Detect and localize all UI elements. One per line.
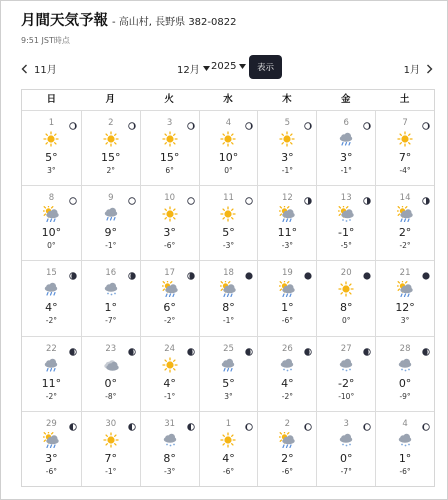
day-number: 24 — [164, 343, 176, 354]
high-temp: 0° — [339, 451, 353, 465]
weather-rain-icon — [43, 281, 59, 297]
high-temp: 1° — [104, 301, 118, 315]
high-temp: 6° — [163, 301, 176, 315]
weather-partly-rain-icon — [397, 206, 413, 222]
day-cell[interactable] — [316, 110, 375, 185]
weather-sunny-icon — [220, 432, 236, 448]
low-temp: -6° — [281, 316, 293, 326]
weather-rain-icon — [103, 206, 119, 222]
chevron-left-icon — [21, 64, 28, 74]
day-cell[interactable] — [257, 110, 316, 185]
day-number: 14 — [399, 193, 411, 204]
high-temp: 2° — [281, 451, 294, 465]
weekday-label: 月 — [105, 94, 116, 105]
month-select-value: 12月 — [177, 65, 200, 76]
day-cell[interactable] — [199, 260, 258, 335]
day-cell[interactable] — [199, 411, 258, 486]
high-temp: 3° — [45, 451, 58, 465]
day-cell[interactable] — [316, 336, 375, 411]
low-temp: -9° — [399, 391, 411, 401]
day-number: 5 — [284, 118, 291, 128]
high-temp: -1° — [337, 226, 355, 240]
weather-sunny-icon — [279, 131, 295, 147]
page-title: 月間天気予報 — [21, 13, 108, 29]
weather-sunny-icon — [103, 131, 119, 147]
day-cell[interactable] — [257, 411, 316, 486]
weekday-label: 火 — [164, 94, 174, 105]
high-temp: 5° — [222, 226, 235, 240]
month-navigation — [21, 55, 433, 81]
weather-partly-rain-icon — [279, 206, 295, 222]
weekday-label: 土 — [399, 94, 410, 105]
weather-sunny-icon — [162, 357, 178, 373]
weather-sunny-icon — [397, 131, 413, 147]
day-cell[interactable] — [257, 260, 316, 335]
day-cell[interactable] — [81, 336, 140, 411]
low-temp: 3° — [47, 166, 56, 175]
day-cell[interactable] — [81, 411, 140, 486]
low-temp: 0° — [341, 316, 351, 326]
title-row — [21, 9, 236, 30]
high-temp: 10° — [218, 151, 239, 164]
weather-partly-rain-icon — [43, 206, 59, 222]
high-temp: 11° — [277, 226, 298, 240]
day-cell[interactable] — [199, 336, 258, 411]
weather-sunny-icon — [162, 131, 178, 147]
high-temp: 4° — [222, 451, 235, 465]
weather-partly-rain-icon — [397, 281, 413, 297]
day-cell[interactable] — [375, 336, 434, 411]
high-temp: 5° — [222, 376, 235, 390]
day-number: 7 — [402, 118, 408, 128]
day-number: 9 — [108, 193, 114, 204]
day-number: 3 — [343, 418, 349, 429]
low-temp: -3° — [164, 466, 176, 476]
day-number: 11 — [223, 193, 234, 204]
weather-rain-icon — [338, 131, 354, 147]
day-number: 1 — [48, 118, 55, 128]
chevron-right-icon — [426, 64, 433, 74]
low-temp: -1° — [105, 466, 117, 476]
day-number: 19 — [281, 268, 293, 279]
weather-sunny-icon — [43, 131, 59, 147]
high-temp: 15° — [159, 151, 180, 164]
day-number: 29 — [46, 418, 57, 429]
day-cell[interactable] — [140, 185, 199, 260]
high-temp: 11° — [41, 376, 62, 390]
day-number: 25 — [223, 343, 234, 354]
day-number: 16 — [105, 268, 117, 279]
page-header — [21, 9, 236, 46]
high-temp: 2° — [398, 226, 412, 240]
weather-snow-icon — [103, 281, 119, 297]
day-number: 21 — [399, 268, 411, 279]
weekday-label: 水 — [223, 94, 233, 105]
show-button[interactable]: 表示 — [249, 55, 282, 79]
day-number: 26 — [281, 343, 293, 354]
weather-sunny-icon — [220, 131, 236, 147]
next-month-link[interactable] — [404, 61, 433, 76]
day-cell[interactable] — [316, 185, 375, 260]
weather-partly-rain-icon — [279, 281, 295, 297]
day-cell[interactable] — [81, 110, 140, 185]
low-temp: -1° — [105, 241, 117, 251]
low-temp: -1° — [222, 316, 235, 326]
high-temp: 12° — [395, 301, 415, 315]
weather-partly-rain-icon — [279, 432, 295, 448]
next-month-label: 1月 — [403, 65, 420, 76]
day-number: 17 — [164, 268, 176, 279]
weather-snow-icon — [397, 357, 413, 373]
weather-sunny-icon — [162, 206, 178, 222]
day-cell[interactable] — [199, 185, 258, 260]
caret-down-icon — [239, 64, 246, 69]
high-temp: 1° — [398, 451, 412, 465]
day-number: 13 — [340, 193, 352, 204]
high-temp: 0° — [104, 376, 118, 390]
low-temp: -3° — [281, 241, 293, 251]
low-temp: -1° — [340, 166, 352, 175]
low-temp: -6° — [222, 466, 235, 476]
weather-sunny-icon — [338, 281, 354, 297]
low-temp: -6° — [164, 241, 176, 251]
low-temp: 0° — [47, 241, 56, 251]
day-cell[interactable] — [316, 411, 375, 486]
day-number: 4 — [402, 418, 408, 429]
day-number: 22 — [46, 343, 57, 354]
weather-partly-snow-icon — [338, 206, 354, 222]
day-cell[interactable] — [140, 110, 199, 185]
low-temp: -7° — [340, 466, 352, 476]
low-temp: -8° — [105, 391, 117, 401]
day-cell[interactable] — [316, 260, 375, 335]
high-temp: 7° — [398, 151, 412, 164]
high-temp: 4° — [281, 376, 294, 390]
day-cell[interactable] — [257, 185, 316, 260]
weekday-label: 日 — [46, 94, 57, 105]
high-temp: 8° — [222, 301, 235, 315]
high-temp: 4° — [45, 301, 58, 315]
weather-snow-icon — [279, 357, 295, 373]
low-temp: -2° — [45, 391, 58, 401]
day-number: 12 — [281, 193, 293, 204]
day-number: 2 — [284, 418, 291, 429]
day-number: 27 — [340, 343, 352, 354]
high-temp: 4° — [163, 376, 176, 390]
high-temp: 8° — [163, 451, 176, 465]
day-number: 31 — [164, 418, 176, 429]
day-cell[interactable] — [22, 260, 81, 335]
weekday-label: 金 — [340, 94, 351, 105]
day-number: 23 — [105, 343, 117, 354]
low-temp: -2° — [399, 241, 411, 251]
day-number: 2 — [108, 118, 114, 128]
day-cell[interactable] — [375, 110, 434, 185]
day-number: 28 — [399, 343, 411, 354]
day-cell[interactable] — [22, 411, 81, 486]
low-temp: -7° — [105, 316, 117, 326]
high-temp: 10° — [41, 226, 62, 240]
high-temp: 5° — [45, 151, 58, 164]
low-temp: -2° — [164, 316, 176, 326]
weather-partly-rain-icon — [43, 432, 59, 448]
day-cell[interactable] — [22, 336, 81, 411]
day-number: 20 — [340, 268, 352, 279]
low-temp: 2° — [106, 166, 116, 175]
weather-snow-icon — [397, 432, 413, 448]
low-temp: -4° — [399, 166, 411, 175]
day-cell[interactable] — [375, 411, 434, 486]
weather-snow-icon — [338, 432, 354, 448]
low-temp: -3° — [222, 241, 235, 251]
high-temp: -2° — [337, 376, 355, 390]
day-cell[interactable] — [81, 185, 140, 260]
high-temp: 7° — [104, 451, 118, 465]
weekday-header — [22, 90, 434, 110]
year-select[interactable] — [211, 61, 246, 72]
low-temp: 6° — [165, 166, 174, 175]
low-temp: -1° — [164, 391, 176, 401]
weather-snow-icon — [338, 357, 354, 373]
calendar — [21, 89, 435, 487]
low-temp: -6° — [399, 466, 411, 476]
day-cell[interactable] — [140, 336, 199, 411]
high-temp: 3° — [281, 151, 294, 164]
day-cell[interactable] — [375, 185, 434, 260]
day-cell[interactable] — [81, 260, 140, 335]
high-temp: 9° — [104, 226, 118, 240]
high-temp: 0° — [398, 376, 412, 390]
weather-partly-rain-icon — [162, 281, 178, 297]
day-number: 1 — [225, 418, 232, 429]
low-temp: -10° — [338, 391, 355, 401]
low-temp: 3° — [224, 391, 233, 401]
weather-sunny-icon — [103, 432, 119, 448]
weather-snow-icon — [162, 432, 178, 448]
high-temp: 3° — [163, 226, 176, 240]
high-temp: 15° — [101, 151, 121, 164]
day-cell[interactable] — [257, 336, 316, 411]
weather-partly-rain-icon — [220, 281, 236, 297]
day-number: 3 — [166, 118, 173, 128]
low-temp: 0° — [224, 166, 233, 175]
high-temp: 3° — [339, 151, 353, 164]
low-temp: -2° — [281, 391, 293, 401]
low-temp: 3° — [400, 316, 410, 326]
day-cell[interactable] — [375, 260, 434, 335]
day-cell[interactable] — [22, 110, 81, 185]
day-number: 15 — [46, 268, 57, 279]
day-cell[interactable] — [199, 110, 258, 185]
day-number: 18 — [223, 268, 234, 279]
day-cell[interactable] — [22, 185, 81, 260]
high-temp: 1° — [281, 301, 294, 315]
day-number: 8 — [48, 193, 55, 204]
prev-month-link[interactable] — [21, 61, 57, 76]
day-cell[interactable] — [140, 260, 199, 335]
caret-down-icon — [203, 66, 210, 71]
low-temp: -2° — [45, 316, 58, 326]
location-label: - 高山村, 長野県 382-0822 — [112, 17, 237, 28]
weather-rain-icon — [220, 357, 236, 373]
weather-cloudy-icon — [103, 357, 119, 373]
low-temp: -5° — [340, 241, 352, 251]
day-number: 6 — [343, 118, 349, 128]
day-number: 4 — [225, 118, 232, 128]
low-temp: -6° — [281, 466, 293, 476]
calendar-grid — [22, 110, 434, 486]
weather-sunny-icon — [220, 206, 236, 222]
low-temp: -1° — [281, 166, 293, 175]
prev-month-label: 11月 — [34, 65, 57, 76]
day-number: 30 — [105, 418, 117, 429]
high-temp: 8° — [339, 301, 353, 315]
year-select-value: 2025 — [211, 61, 237, 72]
weekday-label: 木 — [282, 94, 292, 105]
updated-time: 9:51 JST時点 — [21, 36, 70, 45]
low-temp: -6° — [45, 466, 58, 476]
weather-rain-icon — [43, 357, 59, 373]
month-select[interactable] — [177, 61, 210, 76]
day-cell[interactable] — [140, 411, 199, 486]
day-number: 10 — [164, 193, 176, 204]
